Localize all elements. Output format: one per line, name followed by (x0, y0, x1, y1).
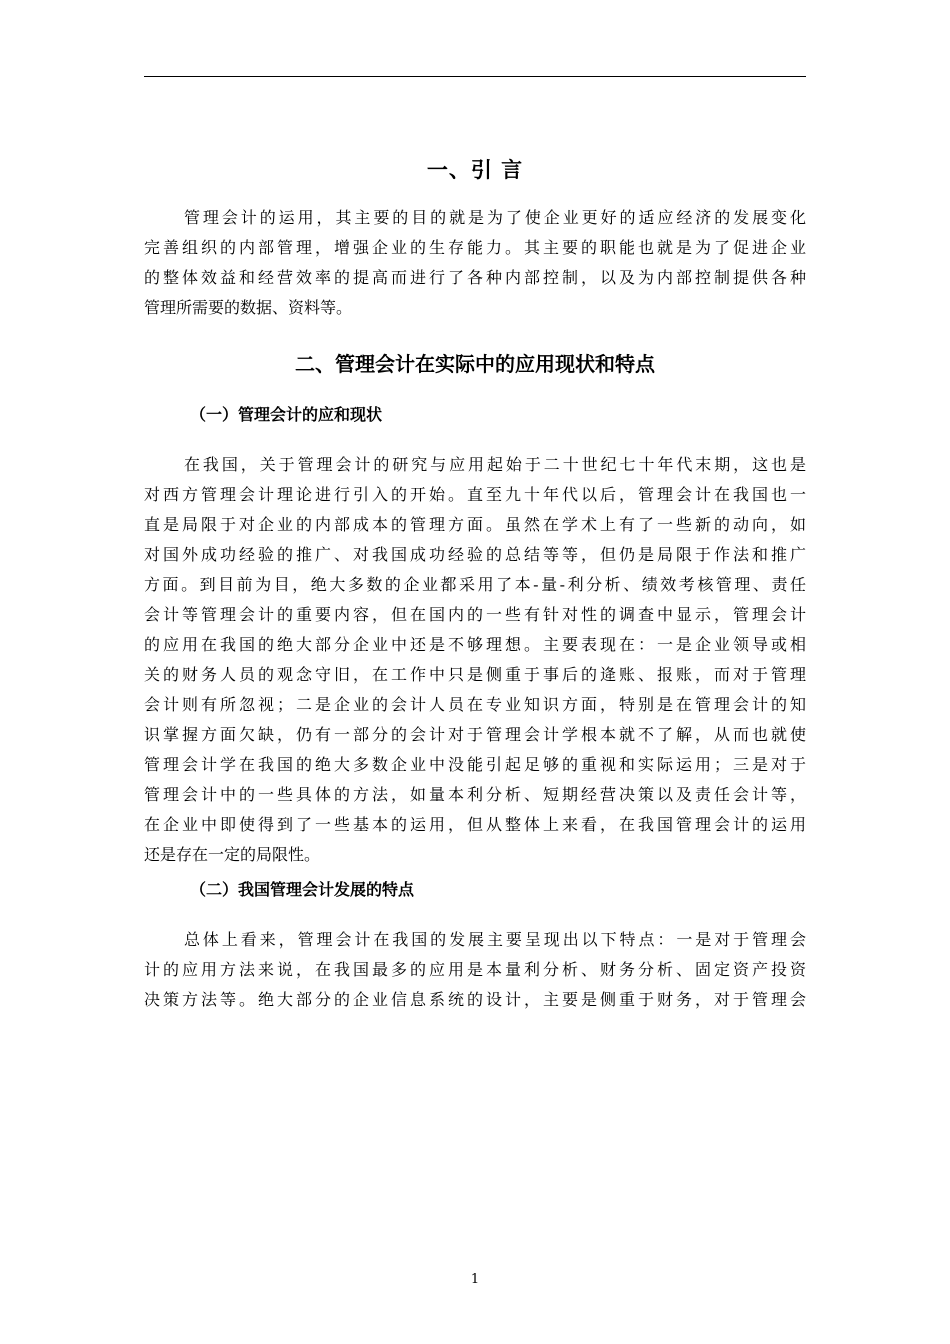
paragraph-line: 管理所需要的数据、资料等。 (144, 298, 353, 317)
paragraph-line: 管理会计中的一些具体的方法，如量本利分析、短期经营决策以及责任会计等， (144, 785, 806, 804)
paragraph-line: 关的财务人员的观念守旧，在工作中只是侧重于事后的逄账、报账，而对于管理 (144, 665, 806, 684)
paragraph-line: 还是存在一定的局限性。 (144, 845, 321, 864)
subsection-1-heading: （一）管理会计的应和现状 (190, 405, 383, 424)
section-2-heading: 二、管理会计在实际中的应用现状和特点 (295, 352, 655, 376)
header-rule (144, 76, 806, 77)
paragraph-line: 完善组织的内部管理，增强企业的生存能力。其主要的职能也就是为了促进企业 (144, 238, 806, 257)
paragraph-line: 对西方管理会计理论进行引入的开始。直至九十年代以后，管理会计在我国也一 (144, 485, 806, 504)
paragraph-line: 对国外成功经验的推广、对我国成功经验的总结等等，但仍是局限于作法和推广 (144, 545, 806, 564)
paragraph-line: 的整体效益和经营效率的提高而进行了各种内部控制，以及为内部控制提供各种 (144, 268, 806, 287)
paragraph-line: 会计等管理会计的重要内容，但在国内的一些有针对性的调查中显示，管理会计 (144, 605, 806, 624)
subsection-1-paragraph (144, 450, 806, 870)
section-1-heading: 一、引 言 (426, 157, 524, 182)
page-number: 1 (470, 1272, 480, 1287)
paragraph-line: 识掌握方面欠缺，仍有一部分的会计对于管理会计学根本就不了解，从而也就使 (144, 725, 806, 744)
paragraph-line: 的应用在我国的绝大部分企业中还是不够理想。主要表现在：一是企业领导或相 (144, 635, 806, 654)
paragraph-line: 计的应用方法来说，在我国最多的应用是本量利分析、财务分析、固定资产投资 (144, 960, 806, 979)
paragraph-line: 会计则有所忽视；二是企业的会计人员在专业知识方面，特别是在管理会计的知 (144, 695, 806, 714)
paragraph-line: 决策方法等。绝大部分的企业信息系统的设计，主要是侧重于财务，对于管理会 (144, 990, 806, 1009)
section-1-paragraph (144, 203, 806, 323)
subsection-2-paragraph (144, 925, 806, 1015)
paragraph-line: 管理会计的运用，其主要的目的就是为了使企业更好的适应经济的发展变化 (184, 208, 806, 227)
subsection-2-heading: （二）我国管理会计发展的特点 (190, 880, 415, 899)
paragraph-line: 管理会计学在我国的绝大多数企业中没能引起足够的重视和实际运用；三是对于 (144, 755, 806, 774)
paragraph-line: 在我国，关于管理会计的研究与应用起始于二十世纪七十年代末期，这也是 (184, 455, 806, 474)
paragraph-line: 方面。到目前为目，绝大多数的企业都采用了本-量-利分析、绩效考核管理、责任 (144, 575, 806, 594)
paragraph-line: 直是局限于对企业的内部成本的管理方面。虽然在学术上有了一些新的动向，如 (144, 515, 806, 534)
paragraph-line: 总体上看来，管理会计在我国的发展主要呈现出以下特点：一是对于管理会 (184, 930, 806, 949)
paragraph-line: 在企业中即使得到了一些基本的运用，但从整体上来看，在我国管理会计的运用 (144, 815, 806, 834)
